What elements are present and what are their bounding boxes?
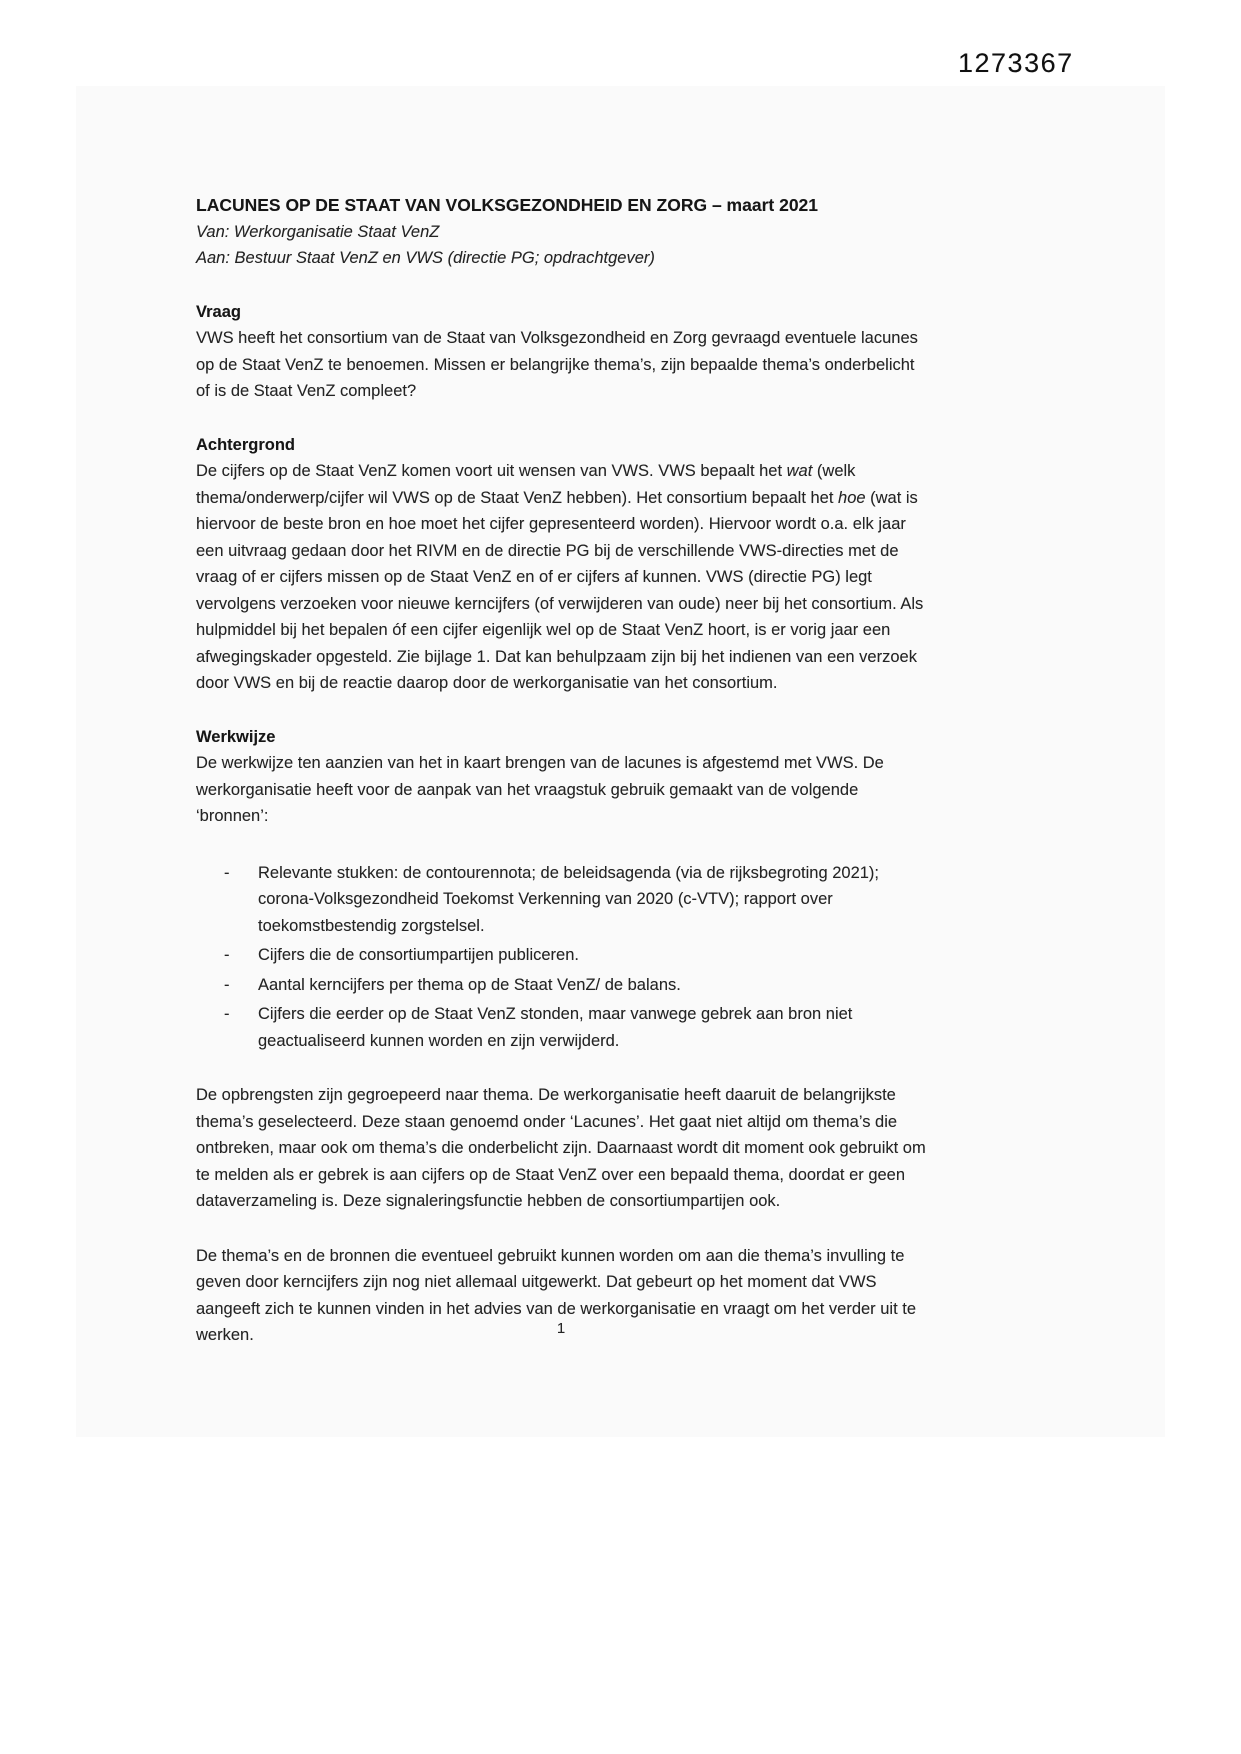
list-item — [196, 972, 926, 999]
document-title: LACUNES OP DE STAAT VAN VOLKSGEZONDHEID EN ZORG – maart 2021 — [196, 195, 819, 215]
bullet-text-cijfers-publiceren: Cijfers die de consortiumpartijen publiceren. — [258, 946, 579, 964]
achtergrond-text-1: De cijfers op de Staat VenZ komen voort uit wensen van VWS. VWS bepaalt het — [196, 462, 787, 480]
document-content — [196, 192, 926, 1349]
results-paragraph: De opbrengsten zijn gegroepeerd naar thema. De werkorganisatie heeft daaruit de belangrijkste thema’s geselecteerd. Deze staan genoemd onder ‘Lacunes’. Het gaat niet altijd om thema’s die ontbreken, maar ook om thema’s die onderbelicht zijn. Daarnaast wordt dit moment ook gebruikt om te melden als er gebrek is aan cijfers op de Staat VenZ over een bepaald thema, doordat er geen dataverzameling is. Deze signaleringsfunctie hebben de consortiumpartijen ook. — [196, 1086, 926, 1210]
bullet-marker: - — [224, 1005, 230, 1023]
vraag-paragraph: VWS heeft het consortium van de Staat van Volksgezondheid en Zorg gevraagd eventuele lacunes op de Staat VenZ te benoemen. Missen er belangrijke thema’s, zijn bepaalde thema’s onderbelicht of is de Staat VenZ compleet? — [196, 329, 918, 400]
from-line: Van: Werkorganisatie Staat VenZ — [196, 222, 440, 241]
document-number: 1273367 — [958, 48, 1074, 78]
bullet-marker: - — [224, 975, 230, 994]
list-item — [196, 860, 926, 940]
bullet-marker: - — [224, 863, 230, 882]
achtergrond-text-2: (welk thema/onderwerp/cijfer wil VWS op de Staat VenZ hebben). Het consortium bepaalt het — [196, 462, 856, 507]
list-item — [196, 942, 926, 969]
achtergrond-paragraph — [196, 458, 926, 697]
bullet-marker: - — [224, 946, 230, 964]
section-heading-achtergrond: Achtergrond — [196, 435, 295, 454]
achtergrond-italic-wat: wat — [786, 462, 813, 480]
section-heading-werkwijze: Werkwijze — [196, 727, 276, 746]
followup-paragraph: De thema’s en de bronnen die eventueel gebruikt kunnen worden om aan die thema’s invulling te geven door kerncijfers zijn nog niet allemaal uitgewerkt. Dat gebeurt op het moment dat VWS aangeeft zich te kunnen vinden in het advies van de werkorganisatie en vraagt om het verder uit te werken. — [196, 1246, 917, 1344]
achtergrond-text-3: (wat is hiervoor de beste bron en hoe moet het cijfer gepresenteerd worden). Hiervoor wordt o.a. elk jaar een uitvraag gedaan door het RIVM en de directie PG bij de verschillende VWS-directies met de vraag of er cijfers missen op de Staat VenZ en of er cijfers af kunnen. VWS (directie PG) legt vervolgens verzoeken voor nieuwe kerncijfers (of verwijderen van oude) neer bij het consortium. Als hulpmiddel bij het bepalen óf een cijfer eigenlijk wel op de Staat VenZ hoort, is er vorig jaar een afwegingskader opgesteld. Zie bijlage 1. Dat kan behulpzaam zijn bij het indienen van een verzoek door VWS en bij de reactie daarop door de werkorganisatie van het consortium. — [196, 488, 924, 692]
bullet-text-verwijderde-cijfers: Cijfers die eerder op de Staat VenZ stonden, maar vanwege gebrek aan bron niet geactualiseerd kunnen worden en zijn verwijderd. — [258, 1005, 853, 1050]
to-line: Aan: Bestuur Staat VenZ en VWS (directie PG; opdrachtgever) — [196, 249, 655, 267]
bullet-text-relevante-stukken: Relevante stukken: de contourennota; de beleidsagenda (via de rijksbegroting 2021); corona-Volksgezondheid Toekomst Verkenning van 2020 (c-VTV); rapport over toekomstbestendig zorgstelsel. — [258, 863, 879, 935]
achtergrond-italic-hoe: hoe — [838, 488, 866, 507]
page-number: 1 — [556, 1320, 566, 1337]
list-item — [196, 1001, 926, 1054]
bullet-text-aantal-kerncijfers: Aantal kerncijfers per thema op de Staat VenZ/ de balans. — [258, 975, 681, 994]
sources-list — [196, 860, 926, 1055]
werkwijze-intro-paragraph: De werkwijze ten aanzien van het in kaart brengen van de lacunes is afgestemd met VWS. De werkorganisatie heeft voor de aanpak van het vraagstuk gebruik gemaakt van de volgende ‘bronnen’: — [196, 754, 884, 825]
section-heading-vraag: Vraag — [196, 302, 241, 321]
